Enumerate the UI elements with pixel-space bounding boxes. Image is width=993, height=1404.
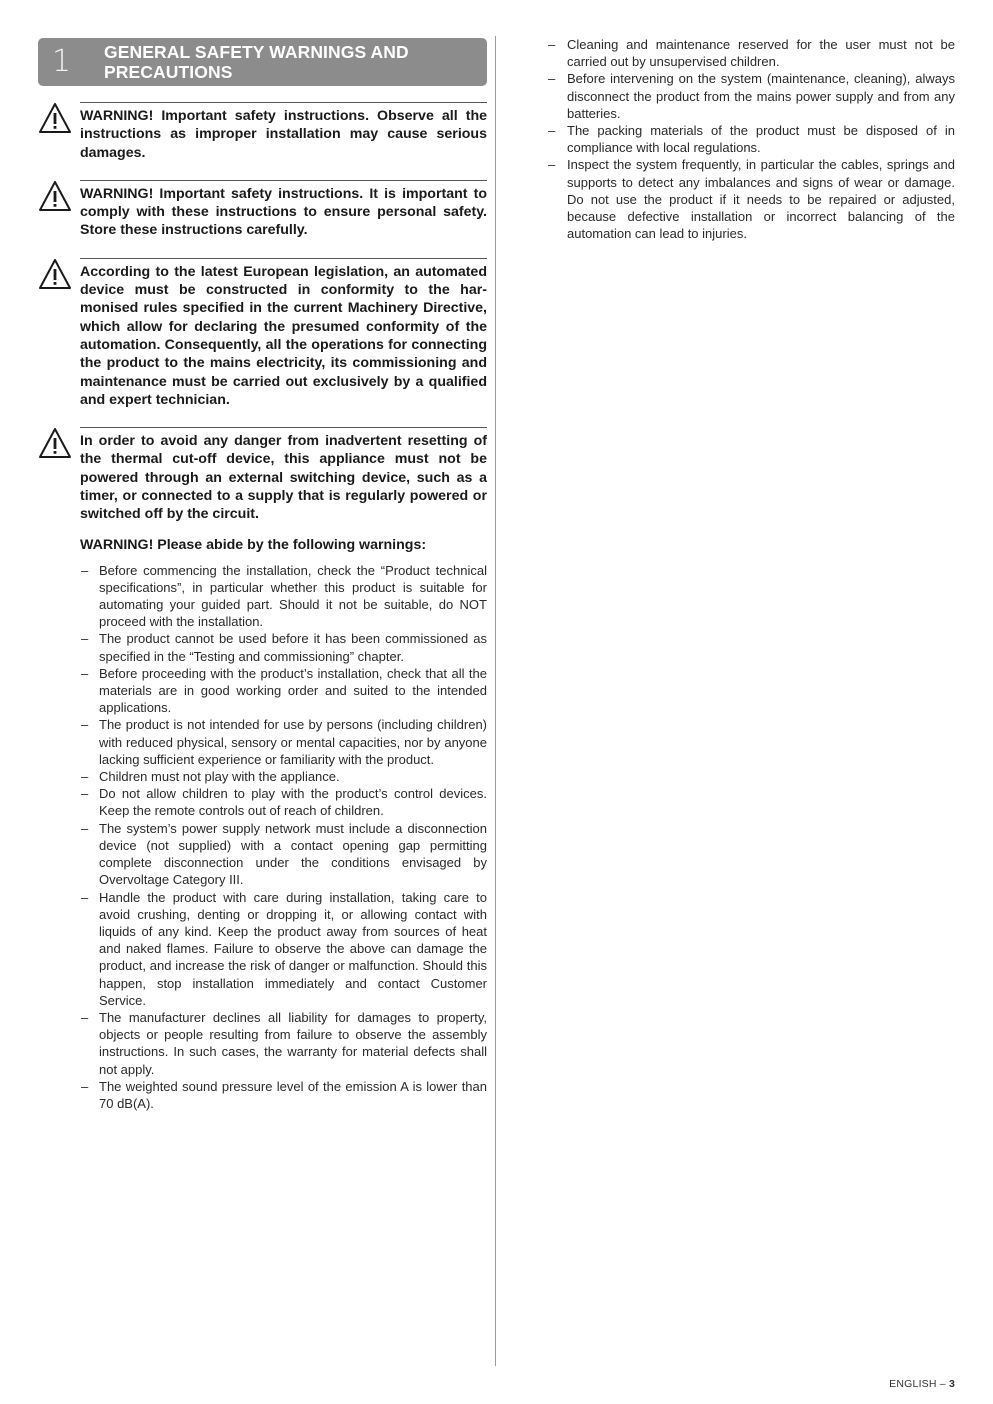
list-item: – Do not allow children to play with the product’s control devices. Keep the remote controls out of reach of children. xyxy=(38,785,487,819)
left-bullet-list xyxy=(38,562,487,1113)
warning-text: WARNING! Important safety instructions. Observe all the instructions as improper installation may cause serious damages. xyxy=(80,108,487,161)
warning-body xyxy=(80,427,487,523)
list-item: – The packing materials of the product must be disposed of in compliance with local regulations. xyxy=(544,122,955,156)
page-footer xyxy=(889,1378,955,1390)
warning-block xyxy=(38,258,487,409)
list-item: – The weighted sound pressure level of the emission A is lower than 70 dB(A). xyxy=(38,1078,487,1112)
warnings-list xyxy=(38,102,487,524)
warning-text: In order to avoid any danger from inadvertent resetting of the thermal cut-off device, this appliance must not be powered through an external switching device, such as a timer, or connected to a supply that is regularly powered or switched off by the circuit. xyxy=(80,433,487,523)
list-item: – The system’s power supply network must include a disconnection device (not supplied) with a contact opening gap permitting complete disconnection under the conditions envisaged by Overvoltage Category III. xyxy=(38,820,487,889)
list-item: – Inspect the system frequently, in particular the cables, springs and supports to detect any imbalances and signs of wear or damage. Do not use the product if it needs to be repaired or adjusted, because defective installation or incorrect balancing of the automation can lead to injuries. xyxy=(544,156,955,242)
warning-block xyxy=(38,427,487,523)
list-item: – Before intervening on the system (maintenance, cleaning), always disconnect the product from the mains power supply and from any batteries. xyxy=(544,70,955,122)
list-item: – The product cannot be used before it has been commissioned as specified in the “Testing and commissioning” chapter. xyxy=(38,630,487,664)
warning-text: According to the latest European legislation, an automated device must be constructed in conformity to the harmonised rules specified in the current Machinery Directive, which allow for declaring the presumed conformity of the automation. Consequently, all the operations for connecting the product to the mains electricity, its commissioning and maintenance must be carried out exclusively by a qualified and expert technician. xyxy=(80,263,487,408)
warning-triangle-icon xyxy=(38,102,72,134)
page-number: 3 xyxy=(948,1378,955,1390)
list-item: – Children must not play with the appliance. xyxy=(38,768,487,785)
warning-triangle-icon xyxy=(38,427,72,459)
warning-body xyxy=(80,180,487,240)
column-divider xyxy=(495,36,496,1366)
warning-block xyxy=(38,102,487,162)
list-heading: WARNING! Please abide by the following warnings: xyxy=(80,536,427,553)
list-item: – The manufacturer declines all liability for damages to property, objects or people resulting from failure to observe the assembly instructions. In such cases, the warranty for material defects shall not apply. xyxy=(38,1009,487,1078)
list-item: – Before proceeding with the product’s installation, check that all the materials are in good working order and suited to the intended applications. xyxy=(38,665,487,717)
list-item: – The product is not intended for use by persons (including children) with reduced physical, sensory or mental capacities, nor by anyone lacking sufficient experience or familiarity with the product. xyxy=(38,716,487,768)
left-column xyxy=(38,38,487,1112)
right-column xyxy=(544,36,955,242)
warning-block xyxy=(38,180,487,240)
right-bullet-list xyxy=(544,36,955,242)
warning-text: WARNING! Important safety instructions. It is important to comply with these instructions to ensure personal safety. Store these instructions carefully. xyxy=(80,185,487,239)
section-header xyxy=(38,38,487,86)
list-item: – Handle the product with care during installation, taking care to avoid crushing, denting or dropping it, or allowing contact with liquids of any kind. Keep the product away from sources of heat and naked flames. Failure to observe the above can damage the product, and increase the risk of danger or malfunction. Should this happen, stop installation immediately and contact Customer Service. xyxy=(38,889,487,1009)
warning-body xyxy=(80,258,487,409)
list-item: – Before commencing the installation, check the “Product technical specifications”, in particular whether this product is suitable for automating your guided part. Should it not be suitable, do NOT proceed with the installation. xyxy=(38,562,487,631)
warning-triangle-icon xyxy=(38,258,72,290)
warning-triangle-icon xyxy=(38,180,72,212)
list-item: – Cleaning and maintenance reserved for the user must not be carried out by unsupervised children. xyxy=(544,36,955,70)
footer-language: ENGLISH – xyxy=(889,1378,949,1390)
section-title: GENERAL SAFETY WARNINGS AND PRECAUTIONS xyxy=(104,42,409,82)
warning-body xyxy=(80,102,487,162)
section-number: 1 xyxy=(52,44,72,79)
